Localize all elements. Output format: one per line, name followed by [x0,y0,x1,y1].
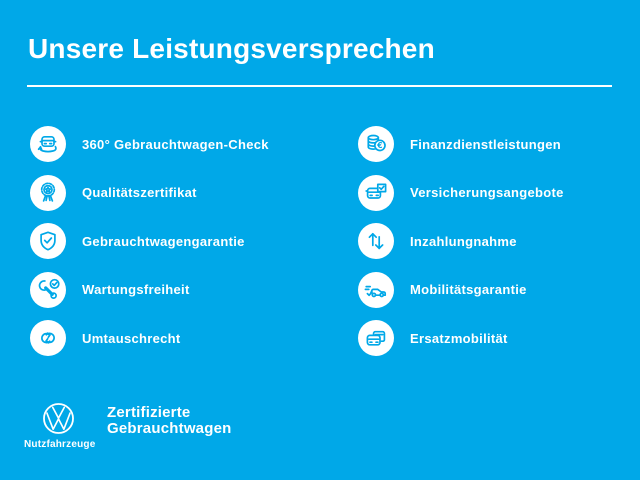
shield-check-icon [30,223,66,259]
arrows-up-down-icon [358,223,394,259]
car-motion-icon [358,272,394,308]
page-title: Unsere Leistungsversprechen [28,33,435,64]
promise-label: Ersatzmobilität [410,330,508,346]
promise-label: Inzahlungnahme [410,233,517,249]
promise-label: Gebrauchtwagengarantie [82,233,245,249]
coins-euro-icon [358,126,394,162]
brand-claim-line1: Zertifizierte [107,404,191,421]
promise-item [30,126,269,162]
svg-text:€: € [377,141,383,151]
two-cars-icon [358,320,394,356]
promise-item [358,320,564,356]
promise-item [358,223,564,259]
promise-column-right [358,126,564,356]
wrench-check-icon [30,272,66,308]
vw-logo-icon [24,402,92,435]
promise-label: Finanzdienstleistungen [410,136,562,152]
brand-label: Nutzfahrzeuge [24,439,96,450]
promise-label: Versicherungsangebote [410,185,564,200]
promise-item [30,272,269,308]
promise-label: Umtauschrecht [82,330,181,346]
car-checklist-icon [358,175,394,211]
promise-label: Qualitätszertifikat [82,185,197,200]
brand-logo-block [24,402,96,450]
promise-label: 360° Gebrauchtwagen-Check [82,136,269,152]
promise-label: Wartungsfreiheit [82,282,190,297]
title-divider [27,85,612,87]
promise-item [358,272,564,308]
promise-item [30,223,269,259]
promise-item [358,126,564,162]
promise-column-left [30,126,269,356]
certificate-icon [30,175,66,211]
promise-item [30,320,269,356]
promise-item [358,175,564,211]
brand-claim-line2: Gebrauchtwagen [107,420,232,437]
car-360-icon [30,126,66,162]
promise-item [30,175,269,211]
promise-label: Mobilitätsgarantie [410,282,527,297]
exchange-arrows-icon [30,320,66,356]
brand-claim [107,405,232,437]
